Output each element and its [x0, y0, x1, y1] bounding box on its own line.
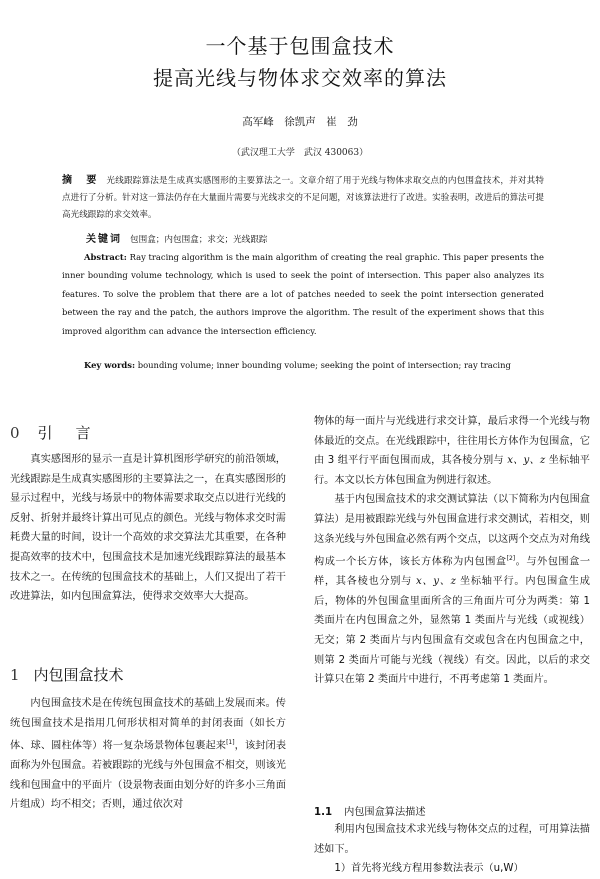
section-0-number: 0	[10, 424, 24, 442]
algorithm-step-1: 1）首先将光线方程用参数法表示（u,W）	[334, 863, 524, 875]
section-0-title: 引 言	[37, 424, 95, 442]
keywords-en-label: Key words:	[84, 360, 136, 370]
abstract-en-label: Abstract:	[84, 252, 127, 262]
section-0-paragraph: 真实感图形的显示一直是计算机图形学研究的前沿领域，光线跟踪是生成真实感图形的主要算法之一，在真实感图形的显示过程中，光线与场景中的物体需要求取交点以进行光线的反射、折射并最终计算出可见点的颜色。光线与物体求交时需耗费大量的时间，设计一个高效的求交算法尤其重要，在各种提高效率的技术中，包围盒技术是加速光线跟踪算法的最基本技术之一。在传统的包围盒技术的基础上，人们又提出了若干改进算法，如内包围盒算法，使得求交效率大大提高。	[10, 454, 286, 603]
right-column-body	[314, 412, 590, 690]
affiliation: （武汉理工大学 武汉 430063）	[231, 148, 369, 158]
section-1-heading	[10, 664, 124, 685]
keywords-cn	[62, 231, 568, 249]
subsection-1-1-body	[314, 820, 590, 879]
abstract-cn-text: 光线跟踪算法是生成真实感图形的主要算法之一。文章介绍了用于光线与物体求取交点的内包围盒技术，并对其特点进行了分析。针对这一算法仍存在大量面片需要与光线求交的不足问题，对该算法进行了改进。实验表明，改进后的算法可提高光线跟踪的求交效率。	[62, 176, 544, 220]
axes-xyz: x、y、z	[507, 455, 546, 467]
paper-title-line1: 一个基于包围盒技术	[205, 34, 395, 58]
abstract-cn	[62, 172, 544, 224]
inner-box-paragraph: 基于内包围盒技术的求交测试算法（以下简称为内包围盒算法）是用被跟踪光线与外包围盒进行求交测试，若相交，则这条光线与外包围盒必然有两个交点，以这两个交点为对角线构成一个长方体，该长方体称为内包围盒[2]。与外包围盒一样，其各棱也分别与 x、y、z 坐标轴平行。内包围盒生成后，物体的外包围盒里面所含的三角面片可分为两类：第 1 类面片在内包围盒之外，显然第 1 类面片与光线（或视线）无交；第 2 类面片与内包围盒有交或包含在内包围盒之中，则第 2 类面片可能与光线（视线）有交。因此，以后的求交计算只在第 2 类面片中进行，不再考虑第 1 类面片。	[314, 494, 591, 686]
citation-2: [2]	[506, 555, 516, 563]
author-list: 高军峰 徐凯声 崔 劲	[242, 116, 358, 128]
subsection-number: 1.1	[314, 807, 333, 818]
keywords-cn-label: 关键词	[86, 234, 122, 245]
section-1-body	[10, 694, 286, 815]
subsection-title: 内包围盒算法描述	[344, 807, 426, 818]
section-0-heading	[10, 422, 95, 443]
abstract-cn-label: 摘 要	[62, 175, 99, 186]
continued-paragraph: 物体的每一面片与光线进行求交计算，最后求得一个光线与物体最近的交点。在光线跟踪中，往往用长方体作为包围盒，它由 3 组平行平面包围而成，其各棱分别与 x、y、z 坐标轴平行。本文以长方体包围盒为例进行叙述。	[314, 416, 590, 486]
citation-1: [1]	[226, 739, 235, 747]
keywords-cn-text: 包围盒；内包围盒；求交；光线跟踪	[130, 235, 268, 245]
axes-xyz-2: x、y、z	[415, 576, 457, 588]
subsection-1-1-heading	[314, 803, 426, 818]
abstract-en	[62, 248, 544, 340]
abstract-en-text: Ray tracing algorithm is the main algorithm of creating the real graphic. This paper presents the inner bounding volume technology, which is used to seek the point of intersection. This paper also analyzes its features. To solve the problem that there are a lot of patches needed to seek the point intersection generated between the ray and the patch, the authors improve the algorithm. The result of the experiment shows that this improved algorithm can advance the intersection efficiency.	[62, 252, 545, 336]
keywords-en-text: bounding volume; inner bounding volume; seeking the point of intersection; ray tracing	[137, 360, 511, 370]
section-1-paragraph: 内包围盒技术是在传统包围盒技术的基础上发展而来。传统包围盒技术是指用几何形状相对简单的封闭表面（如长方体、球、圆柱体等）将一复杂场景物体包裹起来[1]，该封闭表面称为外包围盒。若被跟踪的光线与外包围盒不相交，则该光线和包围盒中的平面片（设景物表面由划分好的许多小三角面片组成）均不相交；否则，通过依次对	[10, 698, 287, 811]
section-1-title: 内包围盒技术	[33, 666, 124, 684]
section-0-body	[10, 450, 286, 607]
paper-title-line2: 提高光线与物体求交效率的算法	[153, 66, 447, 90]
algorithm-intro-paragraph: 利用内包围盒技术求光线与物体交点的过程，可用算法描述如下。	[314, 824, 590, 855]
section-1-number: 1	[10, 666, 20, 684]
keywords-en	[62, 356, 544, 374]
